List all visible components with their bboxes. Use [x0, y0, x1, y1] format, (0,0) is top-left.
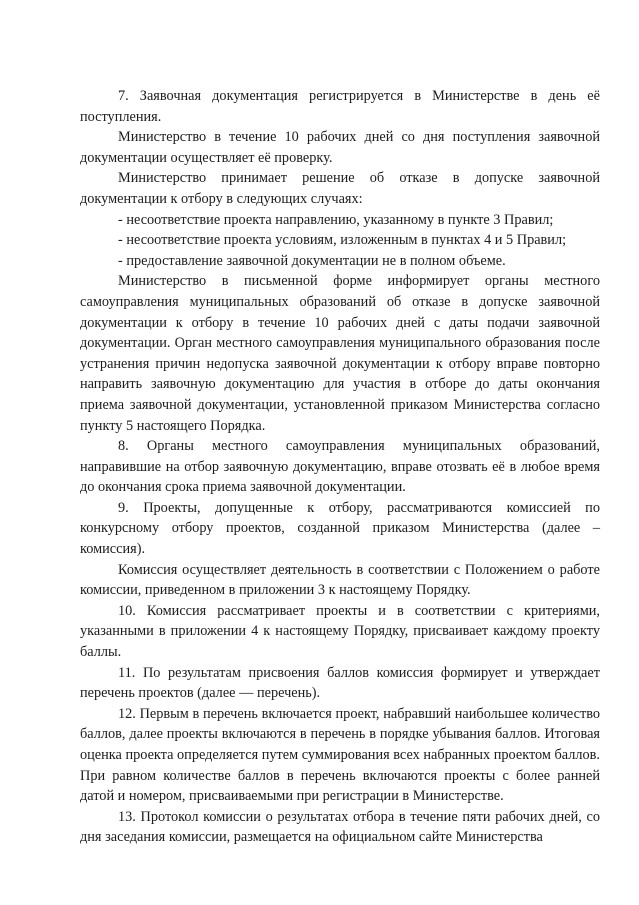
- paragraph-refusal-cases: Министерство принимает решение об отказе в допуске заявочной документации к отбору в следующих случаях:: [80, 170, 600, 207]
- paragraph-item-7-registration: 7. Заявочная документация регистрируется в Министерстве в день её поступления.: [80, 88, 600, 125]
- paragraph-check-term: Министерство в течение 10 рабочих дней со дня поступления заявочной документации осуществляет её проверку.: [80, 129, 600, 166]
- paragraph-item-8-withdrawal: 8. Органы местного самоуправления муниципальных образований, направившие на отбор заявочную документацию, вправе отозвать её в любое время до окончания срока приема заявочной документации.: [80, 438, 600, 496]
- list-item-direction-mismatch: - несоответствие проекта направлению, указанному в пункте 3 Правил;: [118, 211, 554, 228]
- paragraph-written-notice: Министерство в письменной форме информирует органы местного самоуправления муниципальных образований об отказе в допуске заявочной документации к отбору в течение 10 рабочих дней с даты подачи заявочной документации. Орган местного самоуправления муниципального образования после устранения причин недопуска заявочной документации к отбору вправе повторно направить заявочную документацию для участия в отборе до даты окончания приема заявочной документации, установленной приказом Министерства согласно пункту 5 настоящего Порядка.: [80, 273, 600, 434]
- paragraph-item-10-scoring: 10. Комиссия рассматривает проекты и в соответствии с критериями, указанными в приложении 4 к настоящему Порядку, присваивает каждому проекту баллы.: [80, 602, 600, 661]
- paragraph-item-13-protocol: 13. Протокол комиссии о результатах отбора в течение пяти рабочих дней, со дня заседания комиссии, размещается на официальном сайте Министерства: [80, 808, 600, 846]
- paragraph-commission-regulation: Комиссия осуществляет деятельность в соответствии с Положением о работе комиссии, приведенном в приложении 3 к настоящему Порядку.: [80, 561, 600, 599]
- list-item-incomplete-docs: - предоставление заявочной документации не в полном объеме.: [118, 252, 506, 269]
- list-item-conditions-mismatch: - несоответствие проекта условиям, изложенным в пунктах 4 и 5 Правил;: [118, 232, 567, 249]
- document-body: [80, 86, 600, 848]
- paragraph-item-11-list: 11. По результатам присвоения баллов комиссия формирует и утверждает перечень проектов (далее — перечень).: [80, 664, 600, 702]
- paragraph-item-9-commission: 9. Проекты, допущенные к отбору, рассматриваются комиссией по конкурсному отбору проектов, созданной приказом Министерства (далее – комиссия).: [80, 499, 600, 558]
- paragraph-item-12-ranking: 12. Первым в перечень включается проект, набравший наибольшее количество баллов, далее проекты включаются в перечень в порядке убывания баллов. Итоговая оценка проекта определяется путем суммирования всех набранных проектом баллов. При равном количестве баллов в перечень включаются проекты с более ранней датой и номером, присваиваемыми при регистрации в Министерстве.: [80, 705, 600, 805]
